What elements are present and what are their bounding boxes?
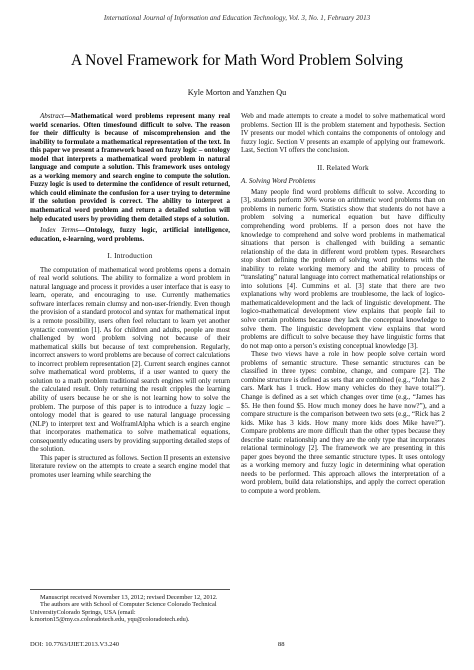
index-terms [30, 226, 230, 243]
right-column [241, 112, 445, 496]
intro-continuation: Web and made attempts to create a model to solve mathematical word problems. Section III is the problem statement and hypothesis. Section IV presents our model which contains the components of ontology and fuzzy logic. Section V presents an example of applying our framework. Last, Section VI offers the conclusion. [241, 112, 445, 155]
page-footer [30, 641, 445, 648]
doi: DOI: 10.7763/IJIET.2013.V3.240 [30, 641, 120, 648]
index-terms-text: —Ontology, fuzzy logic, artificial intelligence, education, e-learning, word problems. [30, 226, 230, 243]
paper-title: A Novel Framework for Math Word Problem Solving [70, 52, 404, 69]
abstract [30, 112, 230, 223]
intro-paragraph-1: The computation of mathematical word problems opens a domain of real world solutions. The ability to formalize a word problem in natural language and process it provides a user interface that is easy to learn, operate, and encouraging to use. Currently mathematics software interfaces remain clumsy and non-user-friendly. Even though the provision of a standard protocol and syntax for mathematical input is a remote possibility, users often feel reluctant to learn yet another syntactic convention [1]. As for children and adults, people are most challenged by word problem solving not because of their mathematical skills but because of text comprehension. Regularly, incorrect answers to word problems are because of correct calculations to incorrect problem representation [2]. Current search engines cannot solve mathematical word problems, if a user wanted to query the solution to a math problem traditional search engines will only return the calculated result. Only returning the result cripples the learning ability of users because he or she is not learning how to solve the problem. The purpose of this paper is to introduce a fuzzy logic – ontology model that is geared to use natural language processing (NLP) to interpret text and WolframlAlpha which is a search engine that incorporates mathematica to solve mathematical equations, consequently educating users by providing supporting detailed steps of the solution. [30, 265, 231, 454]
related-paragraph-2: These two views have a role in how people solve certain word problems of semantic structure. These semantic structures can be classified in three types: combine, change, and compare [2]. The combine structure is defined as sets that are combined (e.g., “John has 2 cars. Mark has 1 truck. How many vehicles do they have total?”). Change is defined as a set which changes over time (e.g., “James has $5. He then found $5. How much money does he have now?”), and a compare structure is the comparison between two sets (e.g., “Rick has 2 kids. Mike has 3 kids. How many more kids does Mike have?”). Compare problems are more difficult than the other types because they describe static relationship and they are the only type that incorporates relational terminology [2]. The framework we are presenting in this paper goes beyond the three semantic structure types. It uses ontology as a working memory and fuzzy logic in determining what operation needs to be performed. This approach allows the interpretation of a word problem, build data relationships, and apply the correct operation to compute a word problem. [241, 350, 445, 495]
page-number: 88 [277, 641, 285, 648]
related-paragraph-1: Many people find word problems difficult to solve. According to [3], students perform 30% worse on arithmetic word problems than on problems in numeric form. Statistics show that students do not have a problem solving a numerical equation but have difficulty comprehending word problems. If a person does not have the knowledge to comprehend and solve word problems in mathematical situations that person is challenged with building a semantic relationship of the data in different word problem types. Researchers stop short defining the problem of solving word problems with the inability to relate working memory and the ability to process of “translating” natural language into correct mathematical relationships or into solutions [4]. Cummins et al. [3] state that there are two explanations why word problems are troublesome, the lack of logico-mathematicaldevelopment and the lack of linguistic development. The logico-mathematical development view explains that people fail to solve certain problems because they lack the conceptual knowledge to solve them. The linguistic development view explains that word problems are difficult to solve because they have linguistic forms that do not map onto a person’s existing conceptual knowledge [3]. [241, 187, 445, 350]
footnote-affiliation: The authors are with School of Computer Science Colorado Technical UniversityColorado Springs, USA (email: k.morton15@my.cs.coloradotech.edu, yqu@coloradotech.edu). [30, 601, 217, 624]
left-column [30, 112, 230, 479]
abstract-lead: Abstract [40, 112, 64, 120]
journal-header: International Journal of Information and Education Technology, Vol. 3, No. 1, February 2013 [103, 14, 371, 22]
abstract-text: —Mathematical word problems represent many real world scenarios. Often timesfound difficult to solve. The reason for their difficulty is because of miscomprehension and the inability to formulate a mathematical representation of the text. In this paper we present a framework based on fuzzy logic – ontology model that interprets a mathematical word problem in natural language and compute a solution. This framework uses ontology as a working memory and search engine to compute the solution. Fuzzy logic is used to determine the confidence of result returned, which could eliminate the confusion for a user trying to determine if the solution provided is correct. The ability to interpret a mathematical word problem and return a detailed solution will help educated users by providing them detailed steps of a solution. [30, 112, 230, 223]
footnote-received: Manuscript received November 13, 2012; revised December 12, 2012. [40, 594, 218, 601]
section-heading-introduction: I. Introduction [107, 251, 153, 261]
index-terms-lead: Index Terms [40, 226, 79, 235]
section-heading-related-work: II. Related Work [317, 162, 369, 172]
intro-paragraph-2: This paper is structured as follows. Section II presents an extensive literature review on the attempts to create a search engine model that promotes user learning while searching the [30, 453, 230, 479]
subsection-heading-solving-word-problems: A. Solving Word Problems [241, 177, 316, 186]
footnote [30, 589, 230, 624]
paper-authors: Kyle Morton and Yanzhen Qu [187, 88, 287, 97]
